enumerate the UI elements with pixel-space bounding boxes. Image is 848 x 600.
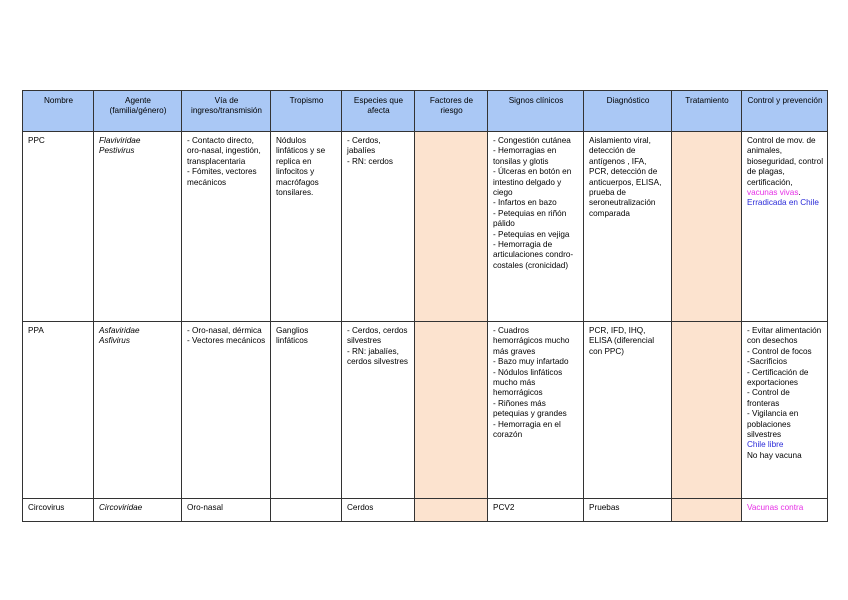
cell-especies — [342, 322, 415, 499]
cell-nombre: PPA — [23, 322, 94, 499]
header-especies: Especies que afecta — [342, 91, 415, 132]
control-vacunas-vivas: vacunas vivas — [747, 188, 799, 198]
control-line: - Control de fronteras — [747, 388, 790, 408]
control-text: Control de mov. de animales, bioseguridad, control de plagas, certificación, — [747, 136, 824, 187]
especies-line: - Cerdos, jabalíes — [347, 136, 381, 156]
cell-signos — [488, 322, 584, 499]
header-via: Vía de ingreso/transmisión — [182, 91, 271, 132]
signo-line: - Petequias en riñón pálido — [493, 208, 567, 229]
signo-line: - Riñones más petequias y grandes — [493, 398, 567, 419]
cell-agente — [94, 132, 182, 322]
signo-line: - Infartos en bazo — [493, 198, 557, 208]
via-line: - Oro-nasal, dérmica — [187, 326, 262, 335]
cell-signos — [488, 132, 584, 322]
signo-line: - Congestión cutánea — [493, 136, 571, 145]
cell-via — [182, 322, 271, 499]
header-nombre: Nombre — [23, 91, 94, 132]
especies-line: - Cerdos, cerdos silvestres — [347, 326, 408, 346]
agente-genero: Asfivirus — [99, 336, 130, 346]
agente-genero: Pestivirus — [99, 146, 135, 156]
cell-signos: PCV2 — [488, 499, 584, 522]
cell-control — [742, 132, 828, 322]
cell-tropismo: Ganglios linfáticos — [271, 322, 342, 499]
table-row-ppa — [23, 322, 828, 499]
header-tropismo: Tropismo — [271, 91, 342, 132]
cell-factores — [415, 132, 488, 322]
control-vacunas-contra: Vacunas contra — [747, 503, 804, 512]
cell-factores — [415, 322, 488, 499]
header-tratamiento: Tratamiento — [672, 91, 742, 132]
signo-line: - Bazo muy infartado — [493, 357, 569, 367]
via-line: - Contacto directo, oro-nasal, ingestión, transplacentaria — [187, 136, 261, 166]
table-row-ppc — [23, 132, 828, 322]
agente-familia: Flaviviridae — [99, 136, 141, 145]
cell-diagnostico: Aislamiento viral, detección de antígenos , IFA, PCR, detección de anticuerpos, ELISA, prueba de seroneutralización comparada — [584, 132, 672, 322]
control-erradicada: Erradicada en Chile — [747, 198, 819, 208]
cell-diagnostico: PCR, IFD, IHQ, ELISA (diferencial con PPC) — [584, 322, 672, 499]
header-diagnostico: Diagnóstico — [584, 91, 672, 132]
control-period: . — [798, 188, 801, 198]
cell-via: Oro-nasal — [182, 499, 271, 522]
cell-tropismo: Nódulos linfáticos y se replica en linfocitos y macrófagos tonsilares. — [271, 132, 342, 322]
control-line: - Vigilancia en poblaciones silvestres — [747, 409, 799, 440]
signo-line: - Hemorragia en el corazón — [493, 419, 561, 440]
control-line: - Control de focos — [747, 346, 812, 356]
cell-via — [182, 132, 271, 322]
header-control: Control y prevención — [742, 91, 828, 132]
especies-line: - RN: cerdos — [347, 156, 393, 166]
via-line: - Vectores mecánicos — [187, 336, 266, 346]
signo-line: - Úlceras en botón en intestino delgado y ciego — [493, 167, 572, 198]
cell-tratamiento — [672, 499, 742, 522]
header-signos: Signos clínicos — [488, 91, 584, 132]
cell-tratamiento — [672, 132, 742, 322]
cell-nombre: PPC — [23, 132, 94, 322]
signo-line: - Cuadros hemorrágicos mucho más graves — [493, 326, 570, 356]
signo-line: - Petequias en vejiga — [493, 229, 570, 239]
control-line: - Certificación de exportaciones — [747, 367, 809, 388]
control-line: -Sacrificios — [747, 357, 788, 367]
especies-line: - RN: jabalíes, cerdos silvestres — [347, 346, 408, 367]
cell-tratamiento — [672, 322, 742, 499]
control-no-vacuna: No hay vacuna — [747, 450, 802, 460]
cell-control — [742, 499, 828, 522]
disease-table — [22, 90, 828, 522]
header-factores: Factores de riesgo — [415, 91, 488, 132]
control-line: - Evitar alimentación con desechos — [747, 326, 822, 346]
agente-familia: Asfaviridae — [99, 326, 140, 335]
cell-tropismo — [271, 499, 342, 522]
cell-agente: Circoviridae — [94, 499, 182, 522]
cell-especies — [342, 132, 415, 322]
signo-line: - Hemorragia de articulaciones condro-costales (cronicidad) — [493, 240, 574, 270]
signo-line: - Hemorragias en tonsilas y glotis — [493, 146, 557, 166]
table-row-circovirus — [23, 499, 828, 522]
header-row — [23, 91, 828, 132]
cell-nombre: Circovirus — [23, 499, 94, 522]
signo-line: - Nódulos linfáticos mucho más hemorrágicos — [493, 367, 563, 398]
header-agente: Agente (familia/género) — [94, 91, 182, 132]
cell-especies: Cerdos — [342, 499, 415, 522]
cell-factores — [415, 499, 488, 522]
cell-agente — [94, 322, 182, 499]
cell-control — [742, 322, 828, 499]
via-line: - Fómites, vectores mecánicos — [187, 167, 257, 187]
control-chile-libre: Chile libre — [747, 440, 784, 450]
cell-diagnostico: Pruebas — [584, 499, 672, 522]
